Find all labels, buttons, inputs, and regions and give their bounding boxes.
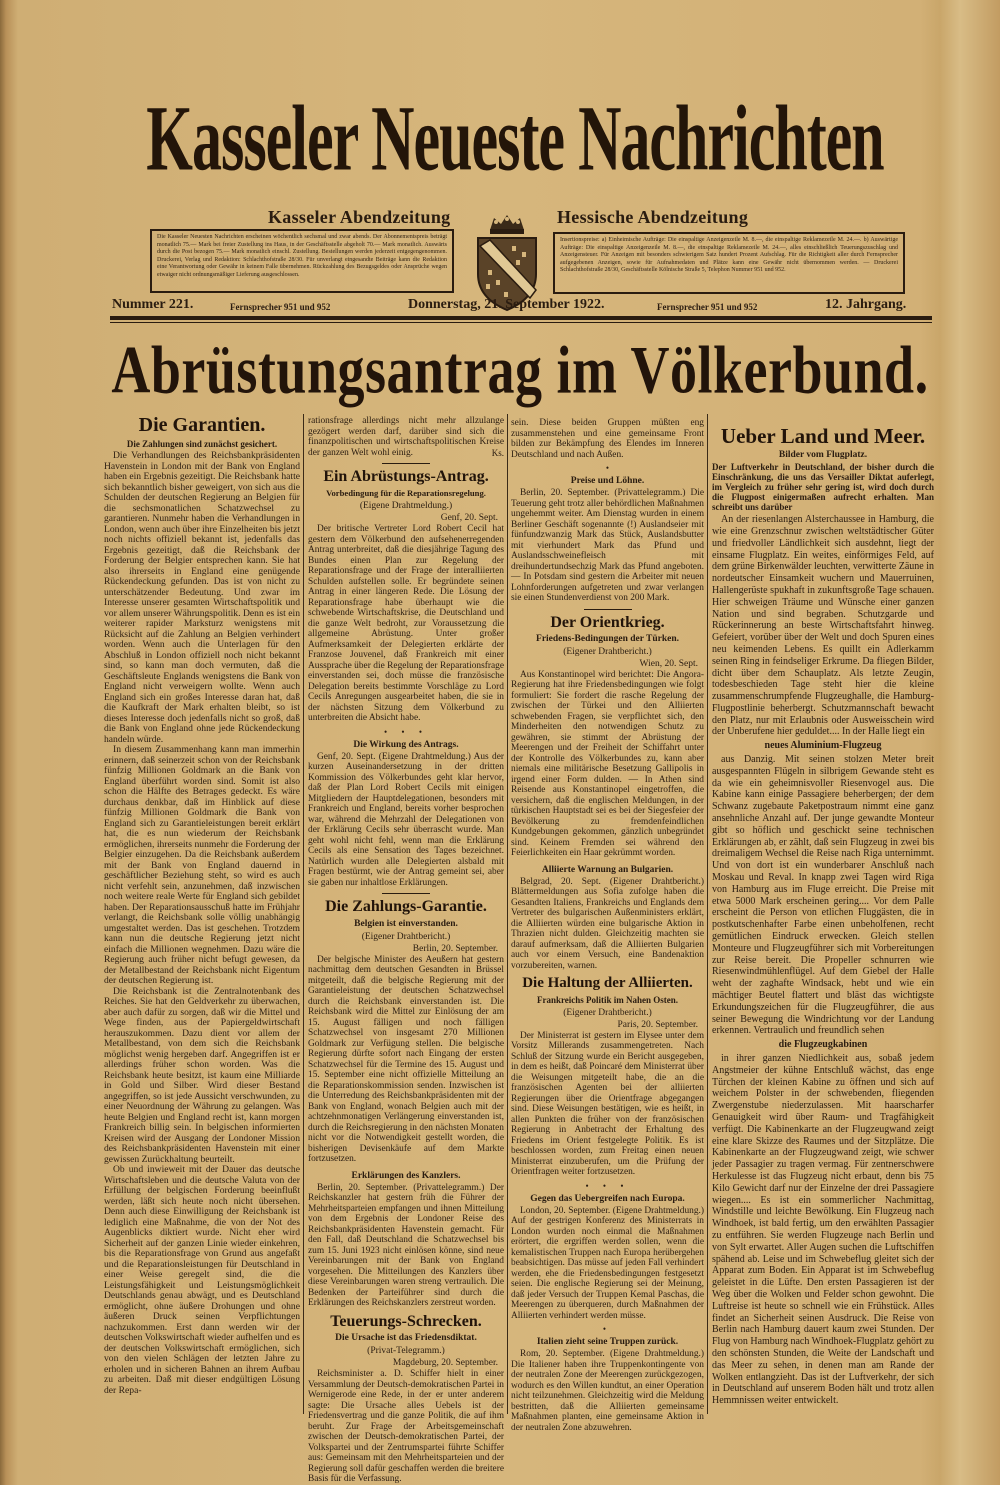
continued-paragraph [308, 416, 504, 458]
newspaper-title: Kasseler Neueste Nachrichten [146, 87, 884, 190]
paragraph: Der belgische Minister des Aeußern hat gestern nachmittag dem deutschen Gesandten in Brüssel mitgeteilt, daß die belgische Regierung mit der Garantieleistung der deutschen Schatzwechsel durch die Reichsbank einverstanden ist. Die Reichsbank wird die Mittel zur Einlösung der am 15. August fälligen und noch fälligen Schatzwechsel von insgesamt 270 Millionen Goldmark zur Verfügung stellen. Die belgische Regierung dürfte sofort nach Eingang der ersten Schatzwechsel für die Termine des 15. August und 15. September eine nicht offizielle Mitteilung an die Reparationskommission senden. Inzwischen ist die Unterredung des Reichsbankpräsidenten mit der Bank von England, wonach Belgien auch mit der achtzehnmonatigen Verlängerung einverstanden ist, durch die Reichsregierung in den nächsten Monaten nicht vor die Notwendigkeit gestellt worden, die bisherigen Devisenkäufe auf dem Markte fortzusetzen. [308, 954, 504, 1165]
article-body [511, 488, 704, 604]
issue-info-row [112, 297, 932, 315]
paragraph: Aus Konstantinopel wird berichtet: Die Angora-Regierung hat ihre Friedensbedingungen wie folgt formuliert: Sie fordert die rasche Regelung der zwischen der Türkei und den Alliierten schwebenden Fragen, sie verpflichtet sich, den Minderheiten den notwendigen Schutz zu gewähren, sie stimmt der Abrüstung der Meerengen und der Freiheit der Schiffahrt unter der Kontrolle des Völkerbundes zu, kann aber niemals eine militärische Besetzung Gallipolis in irgend einer Form dulden. — In Athen sind Reisende aus Konstantinopel eingetroffen, die versichern, daß die englischen Meldungen, in der türkischen Hauptstadt sei es bei der Siegesfeier der Bevölkerung zu fremdenfeindlichen Kundgebungen gekommen, gänzlich unbegründet sind. Keinem Fremden sei während den Feierlichkeiten ein Haar gekrümmt worden. [511, 669, 704, 859]
paragraph: Der britische Vertreter Lord Robert Cecil hat gestern dem Völkerbund den aufsehenerregenden Antrag unterbreitet, daß die diesjährige Tagung des Bundes einen Plan zur Regelung der Reparationsfrage und der Frage der interalliierten Schulden aufstellen solle. Er begründete seinen Antrag in einer längeren Rede. Die Lösung der Reparationsfrage habe überhaupt wie die schwebende Wirtschaftskrise, die Deutschland und die ganze Welt bedroht, zur Voraussetzung die allgemeine Abrüstung. Unter großer Aufmerksamkeit der Delegierten erklärte der Franzose Jouvenel, daß Frankreich mit einer Aussprache über die Regelung der Reparationsfrage einverstanden sei, doch müsse die französische Delegation bereits bestimmte Vorschläge zu Lord Cecils Anregungen ausgearbeitet haben, die sie in der nächsten Sitzung dem Völkerbund zu unterbreiten die Absicht habe. [308, 524, 504, 724]
paragraph: Reichsminister a. D. Schiffer hielt in einer Versammlung der Deutsch-demokratischen Partei in Wernigerode eine Rede, in der er unter anderem sagte: Die Ursache alles Uebels ist der Friedensvertrag und die ganze Politik, die auf ihm beruht. Zur Frage der Arbeitsgemeinschaft zwischen der Deutsch-demokratischen Partei, der Volkspartei und der Zentrumspartei führte Schiffer aus: Gemeinsam mit den Mehrheitsparteien und der Regierung soll dafür geschaffen werden die breitere Basis für die Verfassung. [308, 1369, 504, 1485]
article-body-garantien [104, 451, 300, 1396]
continued-text-content: rationsfrage allerdings nicht mehr allzulange gezögert werden darf, darüber sind sich die finanzpolitischen und wirtschaftspolitischen Kreise der ganzen Welt wohl einig. [308, 416, 504, 458]
phone-right: Fernsprecher 951 und 952 [657, 302, 758, 312]
paragraph: Berlin, 20. September. (Privattelegramm.) Die Teuerung geht trotz aller behördlichen Maßnahmen ungehemmt weiter. Am Dienstag wurden in einem Berliner Geschäft sogenannte (!) Auslandseier mit fünfundzwanzig Mark das Stück, Auslandsbutter mit vierhundert Mark das Pfund und Auslandsschweinefleisch mit dreihundertundsechzig Mark das Pfund angeboten. — In Potsdam sind gestern die Arbeiter mit neuen Lohnforderungen aufgetreten und zwar verlangen sie einen Stundenverdienst von 200 Mark. [511, 488, 704, 603]
continued-text [511, 418, 704, 460]
subscription-info-box: Die Kasseler Neuesten Nachrichten erscheinen wöchentlich sechsmal und zwar abends. Der Abonnementspreis beträgt monatlich 75.— Mark bei freier Zustellung ins Haus, in der Geschäftsstelle abgeholt 70.— Mark monatlich. Auswärts durch die Post bezogen 75.— Mark monatlich einschl. Zustellung. Bestellungen werden jederzeit entgegengenommen. Druckerei, Verlag und Redaktion: Schlachthofstraße 28/30. Für unverlangt eingesandte Beiträge kann die Redaktion eine Verantwortung oder Gewähr in keinem Falle übernehmen. Rückzahlung des Bezugsgeldes oder Ansprüche wegen etwaiger nicht ordnungsmäßiger Lieferung ausgeschlossen. [150, 229, 454, 293]
article-title-teuerungs-schrecken: Teuerungs-Schrecken. [330, 1312, 482, 1330]
article-subtitle: Frankreichs Politik im Nahen Osten. [536, 994, 679, 1005]
article-body [308, 752, 504, 889]
paragraph: Ob und inwieweit mit der Dauer das deutsche Wirtschaftsleben und die deutsche Valuta von der Erfüllung der belgischen Forderung beeinflußt werden, läßt sich heute noch nicht übersehen. Denn auch diese Einwilligung der Reichsbank ist lediglich eine Maßnahme, die von der Not des Augenblicks diktiert wurde. Nicht eher wird Sicherheit auf der ganzen Linie wieder einkehren, bis die Reparationsfrage von Grund aus angefaßt und die Reparationsleistungen für Deutschland in einer Weise geregelt sind, die die Leistungsfähigkeit und Leistungsmöglichkeit Deutschlands genau abwägt, und es Deutschland ermöglicht, ohne äußere Drohungen und ohne äußeren Druck seinen Verpflichtungen nachzukommen. Erst dann werden wir der deutschen Volkswirtschaft wieder aufhelfen und es der deutschen Volkswirtschaft ermöglichen, sich von den vielen Schlägen der letzten Jahre zu erholen und in sicheren Bahnen an ihrem Aufbau zu arbeiten. Daß mit dieser endgültigen Lösung der Repa- [104, 1164, 300, 1396]
article-title-italien: Italien zieht seine Truppen zurück. [536, 1337, 679, 1348]
column-2 [308, 416, 504, 1485]
article-title-zahlungs-garantie: Die Zahlungs-Garantie. [325, 898, 487, 916]
article-title-haltung: Die Haltung der Alliierten. [522, 975, 693, 992]
continued-text [308, 416, 504, 458]
paragraph: Rom, 20. September. (Eigene Drahtmeldung.) Die Italiener haben ihre Truppenkontingente von der neutralen Zone der Meerengen zurückgezogen, wodurch es den Willen kundtut, an einer Operation nicht teilzunehmen. Gleichzeitig wird die Meldung bestritten, daß die Alliierten gemeinsame Maßnahmen planten, eine gemeinsame Aktion in der neutralen Zone abzuwehren. [511, 1349, 704, 1433]
article-subtitle: Die Ursache ist das Friedensdiktat. [335, 1333, 477, 1344]
separator-dot [511, 463, 704, 474]
paragraph: Berlin, 20. September. (Privattelegramm.) Der Reichskanzler hat gestern früh die Führer der Mehrheitsparteien empfangen und ihnen Mitteilung von dem Ergebnis der Londoner Reise des Reichsbankpräsidenten Havenstein gemacht. Für den Fall, daß Deutschland die Schatzwechsel bis zum 15. Juni 1923 nicht einlösen könne, sind neue Vereinbarungen mit der Bank von England vorgesehen. Die Mitteilungen des Kanzlers über diese Vereinbarungen waren streng vertraulich. Die Bedenken der Parteiführer sind durch die Erklärungen des Reichskanzlers zerstreut worden. [308, 1182, 504, 1309]
paragraph: In diesem Zusammenhang kann man immerhin erinnern, daß seinerzeit schon von der Reichsbank fünfzig Millionen Goldmark an die Bank von England überführt worden sind. Somit ist also schon die Hälfte des Betrages gedeckt. Es wäre durchaus denkbar, daß im Hinblick auf diese fünfzig Millionen Goldmark die Bank von England sich zu Garantieleistungen bereit erklärt hat, die es nun wiederum der Reichsbank ermöglichen, ihrerseits nunmehr die Forderung der Belgier einzugehen. Da die Reichsbank außerdem mit der Bank von England dauernd in geschäftlicher Beziehung steht, so wird es auch nicht verfehlt sein, anzunehmen, daß inzwischen noch weitere reale Werte für England sich gebildet haben. Der Reparationsausschuß hatte im Frühjahr verlangt, die Reichsbank solle völlig unabhängig umgestaltet werden. Das ist geschehen. Trotzdem kann nun die deutsche Regierung jetzt nicht einfach die Millionen wegnehmen. Dazu wäre die Regierung auch früher nicht befugt gewesen, da der Metallbestand der Reichsbank nicht Eigentum der deutschen Regierung ist. [104, 744, 300, 986]
masthead-rule [110, 316, 932, 320]
article-dateline: Magdeburg, 20. September. [392, 1358, 498, 1369]
article-body [308, 1369, 504, 1485]
volume: 12. Jahrgang. [825, 297, 907, 312]
column-divider [507, 414, 508, 1414]
article-source: (Eigener Drahtbericht.) [361, 931, 451, 942]
column-3 [511, 418, 704, 1433]
article-body [308, 1183, 504, 1309]
article-title-bulgarien: Alliierte Warnung an Bulgarien. [541, 864, 674, 875]
article-subtitle: Die Zahlungen sind zunächst gesichert. [126, 439, 278, 449]
separator [382, 463, 430, 464]
article-body [308, 955, 504, 1165]
advertising-rates-box: Insertionspreise: a) Einheimische Aufträge: Die einspaltige Anzeigenzeile M. 8.—, die einspaltige Reklamezeile M. 24.—. b) Auswärtige Aufträge: Die einspaltige Anzeigenzeile M. 8.—, die einspaltige Reklamezeile M. 24.—, alles einschließlich Teuerungszuschlag und Anzeigensteuer. Für Anzeigen mit besonders schwierigem Satz hundert Prozent Aufschlag. Für die Richtigkeit aller durch Fernsprecher aufgegebenen Anzeigen, sowie für Aufnahmedaten und Plätze kann eine Gewähr nicht übernommen werden. — Druckerei Schlachthofstraße 28/30, Geschäftsstelle Kölnische Straße 5, Telephon Nummer 951 und 952. [553, 232, 905, 294]
paragraph: Belgrad, 20. Sept. (Eigener Drahtbericht.) Blättermeldungen aus Sofia zufolge haben die Gesandten Italiens, Frankreichs und Englands dem Vertreter des bulgarischen Außenministers erklärt, die Alliierten würden eine bulgarische Aktion in Thrazien nicht dulden. Gleichzeitig machten sie darauf aufmerksam, daß die Alliierten Bulgarien auch vor einem Versuch, eine Bandenaktion vorzubereiten, warnen. [511, 876, 704, 971]
author-sign: Ks. [491, 447, 504, 458]
separator-dots: • • • [384, 726, 428, 737]
article-dateline: Berlin, 20. September. [412, 943, 498, 954]
article-subtitle: Vorbedingung für die Reparationsregelung. [326, 488, 486, 499]
article-body [511, 1031, 704, 1178]
article-source: (Privat-Telegramm.) [367, 1346, 445, 1357]
article-body [511, 1349, 704, 1433]
paragraph: aus Danzig. Mit seinen stolzen Meter breit ausgespannten Flügeln in silbrigem Gewande steht es da wie ein geheimnisvoller Riesenvogel aus. Die Kabine kann einige Passagiere beherbergen; der dem Schwanz zugebaute Paketpostraum nimmt eine ganz ansehnliche Anzahl auf. Der junge gewandte Monteur gibt so höflich und geschickt seine technischen Erklärungen ab, er zählt, daß sein Flugzeug in zwei bis dreimaligem Wechsel die Reise nach Riga unternimmt. Und von dort ist ein wunderbarer Anschluß nach Moskau und Reval. In knapp zwei Tagen wird Riga von Hamburg aus im Fluge erreicht. Die Preise mit etwa 5000 Mark erscheinen gering.... Vor dem Palle erscheint die Person von etlichen Fluggästen, die in postkutschenhafter Farbe einen unbeholfenen, recht gemütlichen Eindruck erwecken. Gleich stellen Monteure und Flugzeugführer sich mit Vorbereitungen zur Reise bereit. Die Propeller schnurren wie Riesenwindmühlenflügel. Auf dem Giebel der Halle weht der zaghafte Windsack, hebt und wie ein mächtiger Beutel flattert und bläst das wichtigste Erkundungszeichen für die Flugzeugführer, die aus seiner Bewegung die Windrichtung vor der Landung erkennen. Vertraulich und freundlich sehen [712, 754, 934, 1037]
separator [382, 893, 430, 894]
continued-paragraph: sein. Diese beiden Gruppen müßten eng zusammenstehen und eine gemeinsame Front bilden zur Bekämpfung des Elendes im Inneren Deutschland und nach Außen. [511, 418, 704, 460]
paragraph: Die Reichsbank ist die Zentralnotenbank des Reiches. Sie hat den Geldverkehr zu überwachen, aber auch dafür zu sorgen, daß wir die Mittel und Wege finden, aus der Papiergeldwirtschaft herauszukommen. Dazu dient vor allem der Metallbestand, von dem sich die Reichsbank möglichst wenig hergeben darf. Angegriffen ist er allerdings früher schon worden. Was die Reichsbank heute besitzt, ist kaum eine Milliarde in Gold und Silber. Wird dieser Bestand angegriffen, so ist jede Aussicht verschwunden, zu einer Neuordnung der Währung zu gelangen. Was heute Belgien und England recht ist, kann morgen Frankreich billig sein. In belgischen informierten Kreisen wird der Ausgang der Londoner Mission des Reichsbankpräsidenten Havenstein mit einer gewissen Zurückhaltung beurteilt. [104, 985, 300, 1165]
article-title-preise: Preise und Löhne. [570, 476, 645, 486]
article-dateline: Paris, 20. September. [617, 1019, 698, 1030]
article-subtitle: Bilder vom Flugplatz. [778, 450, 868, 461]
article-dateline: Wien, 20. Sept. [639, 658, 698, 669]
article-title-wirkung: Die Wirkung des Antrags. [353, 739, 459, 750]
article-intro: Der Luftverkehr in Deutschland, der bisher durch die Einschränkung, die uns das Versailler Diktat auferlegt, im Vergleich zu früher sehr gering ist, wird doch durch die Flugpost einigermaßen aufrecht erhalten. Man schreibt uns darüber [712, 462, 934, 513]
masthead-rule-thin [110, 322, 932, 323]
article-subtitle: Friedens-Bedingungen der Türken. [536, 633, 679, 644]
phone-left: Fernsprecher 951 und 952 [230, 302, 331, 312]
article-title-garantien: Die Garantien. [138, 414, 266, 436]
paragraph: An der riesenlangen Alsterchaussee in Hamburg, die wie eine Grenzschnur zwischen weltstädtischer Güter und friedvoller Ländlichkeit sich ausdehnt, liegt der einsame Flugplatz. Ein weites, einförmiges Feld, auf dem grüne Birkenwälder leuchten, verwitterte Zäune in nordeutscher Einsamkeit wuchern und Mauerruinen, Hallengerüste spukhaft in zukunftsgroße Tage schauen. Hier schweigen Träume und Wünsche einer ganzen Nation und sind begraben. Schutzgarde und Rückerinnerung an beste Wirtschaftsfahrt hinweg. Gefeiert, vorüber über der Welt und doch Spuren eines neu keimenden Lebens. Es quillt ein Adlerkamm seinen Ring in feindseliger Erkrume. Da fliegen Bilder, dicht über dem Schauplatz. Als letzte Zeugin, todesbeschieden Tage steht hier die kleine zusammenschrumpfende Flugzeughalle, die Hamburg-Flugpostlinie beherbergt. Schutzmannschaft bewacht den Platz, nur mit Erlaubnis oder Ausweisschein wird der Unberufene hier geduldet.... In der Halle liegt ein [712, 514, 934, 738]
column-divider [303, 414, 304, 1414]
column-4 [712, 424, 934, 1407]
separator [584, 609, 632, 610]
separator-dots: • • • [585, 1180, 630, 1191]
article-body-flugplatz [712, 514, 934, 1407]
article-body [511, 670, 704, 859]
subtitle-right: Hessische Abendzeitung [557, 207, 749, 227]
column-1 [104, 414, 300, 1396]
paragraph: Die Verhandlungen des Reichsbankpräsidenten Havenstein in London mit der Bank von England haben ein Ergebnis gezeitigt. Die Reichsbank hatte sich bekanntlich bisher geweigert, von sich aus die Schulden der deutschen Regierung an Belgien für die sechsmonatlichen Schatzwechsel zu garantieren. Nunmehr haben die Verhandlungen in London, wenn auch über ihre Einzelheiten bis jetzt noch nichts offiziell bekannt ist, jedenfalls das Ergebnis gezeitigt, daß die Reichsbank der Forderung der Belgier entsprechen kann. Sie hat also ihrerseits in England eine genügende Rückendeckung gefunden. Das ist von nicht zu unterschätzender Bedeutung. Und zwar im Interesse unserer gesamten Wirtschaftspolitik und vor allem unserer Währungspolitik. Denn es ist ein weiterer rapider Marksturz wenigstens mit Rücksicht auf die Zahlung an Belgien verhindert worden. Wenn auch die Unterlagen für den Abschluß in London offiziell noch nicht bekannt sind, so kann man doch vermuten, daß die Geschäftsleute Englands wenigstens die Bank von England nicht verweigern wollte. Wenn auch England sich ein großes Interesse daran hat, daß die Kaufkraft der Mark erhalten bleibt, so ist dieses Interesse doch jedenfalls nicht so groß, daß die Bank von England ohne jede Rückendeckung handeln würde. [104, 450, 300, 745]
issue-number: Nummer 221. [112, 297, 194, 312]
article-dateline: Genf, 20. Sept. [440, 513, 498, 524]
column-divider [707, 414, 708, 1414]
inline-heading: neues Aluminium-Flugzeug [764, 740, 882, 752]
paragraph: Genf, 20. Sept. (Eigene Drahtmeldung.) Aus der kurzen Auseinandersetzung in der dritten Kommission des Völkerbundes geht klar hervor, daß der Plan Lord Robert Cecils mit einigen Mitgliedern der Hauptdelegationen, besonders mit Frankreich und England, bereits vorher besprochen war, während die Mehrzahl der Delegationen von der Erklärung Cecils sehr überrascht wurde. Man geht wohl nicht fehl, wenn man die Erklärung Cecils als eine Sensation des Tages bezeichnet. Natürlich wurden alle Delegierten alsbald mit Fragen bestürmt, wie der Antrag gemeint sei, aber sie gaben nur inhaltlose Erklärungen. [308, 751, 504, 888]
article-body [511, 1206, 704, 1322]
article-title-land-und-meer: Ueber Land und Meer. [720, 424, 926, 448]
article-title-orientkrieg: Der Orientkrieg. [550, 613, 665, 631]
paragraph: in ihrer ganzen Niedlichkeit aus, sobaß jedem Angstmeier der kühne Entschluß wächst, das enge Türchen der kleinen Kabine zu öffnen und sich auf weichem Polster in der schwebenden, fliegenden Zwergenstube niederzulassen. Mit haarscharfer Genauigkeit wird über Raum- und Tragfähigkeit verfügt. Die Kabinenkarte an der Flugzeugwand zeigt eine klare Skizze des Raumes und der Sitzplätze. Die Kabinenkarte an der Flugzeugwand zeigt, wie schwer jeder Passagier zu tragen vermag. Für zentnerschwere Herkulesse ist das Flugzeug nicht erbaut, denn bis 75 Kilo Gewicht darf nur der Einzelne der drei Passagiere wiegen.... Es ist ein sommerlicher Nachmittag, Windstille und leichte Bewölkung. Ein Flugzeug nach Windhoek, ist bald fertig, um den erwählten Passagier zu entführen. Sie werden Flugzeuge nach Berlin und von Sylt erwartet. Aller Augen suchen die Luftschiffen spähend ab. Leise und im Schwebeflug gleitet sich der Apparat zum Boden. Ein Apparat ist im Schwebeflug geleistet in die Lüfte. Den ersten Passagieren ist der Weg über die Wolken und Felder schon gewohnt. Die Luftreise ist heute so schnell wie ein Frühstück. Alles findet an Sicherheit seinen Ausdruck. Die Reise von Berlin nach Hamburg dauert kaum zwei Stunden. Der Flug von Hamburg nach Windhoek-Flugplatz gehört zu den schönsten Stunden, die Weite der Landschaft und das Meer zu sehen, in denen man am Rande der Wolken entlangzieht. Das ist der Luftverkehr, der sich in Deutschland auf unserem Boden hält und trotz allen Hemmnissen weiter entwickelt. [712, 1053, 934, 1407]
paragraph: Der Ministerrat ist gestern im Elysee unter dem Vorsitz Millerands zusammengetreten. Nach Schluß der Sitzung wurde ein Bericht ausgegeben, in dem es heißt, daß Poincaré dem Ministerrat über die Weisungen mitgeteilt habe, die an die französischen Agenten bei der alliierten Regierungen über die Orientfrage abgegangen sind. Diese Weisungen bestätigen, wie es heißt, in allen Punkten die früher von der französischen Regierung in Anbetracht der Erhaltung des Friedens im Orient festgelegte Politik. Es ist beschlossen worden, zum Freitag einen neuen Ministerrat einzuberufen, um die Prüfung der Orientfragen weiter fortzusetzen. [511, 1030, 704, 1178]
article-title-kanzler: Erklärungen des Kanzlers. [351, 1170, 461, 1181]
main-headline: Abrüstungsantrag im Völkerbund. [111, 332, 929, 408]
article-source: (Eigener Drahtbericht.) [563, 646, 652, 657]
article-title-uebergreifen: Gegen das Uebergreifen nach Europa. [530, 1193, 685, 1204]
paragraph-group [712, 754, 934, 1037]
article-title-abruestungs-antrag: Ein Abrüstungs-Antrag. [323, 468, 489, 485]
article-source: (Eigener Drahtbericht.) [563, 1007, 652, 1018]
inline-heading: die Flugzeugkabinen [778, 1039, 868, 1051]
separator-dot: • [602, 1324, 613, 1335]
paragraph-group [712, 514, 934, 738]
subtitle-left: Kasseler Abendzeitung [268, 207, 451, 227]
paragraph-group [712, 1053, 934, 1407]
article-body [511, 877, 704, 972]
issue-date: Donnerstag, 21. September 1922. [408, 297, 605, 312]
paragraph: London, 20. September. (Eigene Drahtmeldung.) Auf der gestrigen Konferenz des Ministerrats in London wurden noch einmal die Maßnahmen erörtert, die ergriffen werden sollen, wenn die kemalistischen Truppen nach Europa herübergehen beabsichtigen. Das müsse auf jeden Fall verhindert werden, ehe die Friedensbedingungen festgesetzt seien. Die englische Regierung sei der Meinung, daß jeder Versuch der Truppen Kemal Paschas, die Meerengen zu überqueren, durch Maßnahmen der Alliierten verhindert werden müsse. [511, 1205, 704, 1321]
article-subtitle: Belgien ist einverstanden. [354, 918, 458, 929]
article-body [308, 524, 504, 724]
article-source: (Eigene Drahtmeldung.) [359, 501, 453, 512]
